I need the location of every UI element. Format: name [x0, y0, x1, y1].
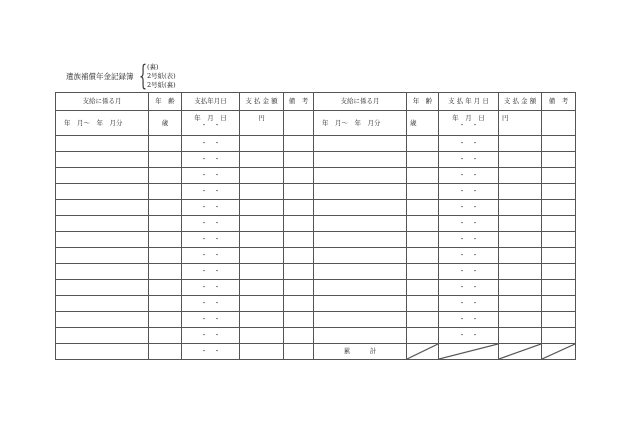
month-cell-right	[314, 280, 407, 296]
age-cell-right	[407, 136, 439, 152]
age-unit-label: 歳	[149, 111, 182, 136]
pay-date-cell-right: ・ ・	[439, 312, 499, 328]
age-cell	[149, 248, 182, 264]
remarks-cell-right	[542, 136, 576, 152]
amount-cell	[240, 296, 284, 312]
age-unit-label-right: 歳	[407, 111, 439, 136]
amount-cell-right	[499, 248, 542, 264]
month-cell	[56, 168, 149, 184]
month-cell	[56, 296, 149, 312]
header-amount: 支 払 金 額	[240, 93, 284, 111]
month-cell	[56, 200, 149, 216]
month-cell-right	[314, 264, 407, 280]
diagonal-strike-icon	[499, 344, 541, 359]
remarks-cell-right	[542, 200, 576, 216]
remarks-cell	[284, 184, 314, 200]
remarks-cell	[284, 296, 314, 312]
amount-cell	[240, 248, 284, 264]
age-cell	[149, 184, 182, 200]
pay-date-cell: ・ ・	[182, 200, 240, 216]
date-unit-cell	[182, 111, 240, 136]
age-cell	[149, 264, 182, 280]
age-cell	[149, 312, 182, 328]
amount-cell-right	[499, 328, 542, 344]
amount-cell	[240, 312, 284, 328]
age-cell-right	[407, 296, 439, 312]
remarks-cell	[284, 248, 314, 264]
remarks-cell-right	[542, 232, 576, 248]
remarks-cell-right	[542, 296, 576, 312]
remarks-cell-right	[542, 344, 576, 360]
amount-cell-right	[499, 264, 542, 280]
unit-row	[56, 111, 576, 136]
header-age: 年 齢	[149, 93, 182, 111]
diagonal-strike-icon	[439, 344, 498, 359]
pay-date-cell-right: ・ ・	[439, 296, 499, 312]
form-variant: (裏)	[147, 63, 159, 71]
age-cell-right	[407, 168, 439, 184]
month-cell-right	[314, 216, 407, 232]
month-cell-right	[314, 168, 407, 184]
table-row	[56, 248, 576, 264]
remarks-cell	[284, 328, 314, 344]
table-row	[56, 184, 576, 200]
remarks-cell-right	[542, 184, 576, 200]
pay-date-cell: ・ ・	[182, 136, 240, 152]
age-cell	[149, 232, 182, 248]
pay-date-cell: ・ ・	[182, 232, 240, 248]
header-remarks: 備 考	[284, 93, 314, 111]
amount-cell-right	[499, 168, 542, 184]
age-cell	[149, 168, 182, 184]
amount-cell-right	[499, 152, 542, 168]
table-row	[56, 136, 576, 152]
header-amount-right: 支 払 金 額	[499, 93, 542, 111]
amount-cell-right	[499, 344, 542, 360]
table-row	[56, 280, 576, 296]
age-cell	[149, 136, 182, 152]
pay-date-cell-right: ・ ・	[439, 168, 499, 184]
amount-cell-right	[499, 280, 542, 296]
date-unit-dots: ・ ・	[200, 120, 221, 129]
age-cell-right	[407, 312, 439, 328]
amount-cell	[240, 168, 284, 184]
form-variant-list	[147, 63, 176, 91]
pay-date-cell: ・ ・	[182, 312, 240, 328]
month-cell	[56, 184, 149, 200]
pay-date-cell: ・ ・	[182, 296, 240, 312]
month-cell-right	[314, 152, 407, 168]
amount-cell	[240, 280, 284, 296]
form-variant: 2号紙(裏)	[147, 81, 176, 90]
amount-unit-label-right: 円	[499, 111, 542, 136]
amount-cell-right	[499, 312, 542, 328]
age-cell-right	[407, 264, 439, 280]
age-cell-right	[407, 280, 439, 296]
remarks-cell-right	[542, 168, 576, 184]
age-cell-right	[407, 152, 439, 168]
table-row	[56, 168, 576, 184]
form-title: 遺族補償年金記録簿	[66, 72, 134, 81]
remarks-cell	[284, 232, 314, 248]
age-cell	[149, 280, 182, 296]
month-cell	[56, 216, 149, 232]
remarks-cell-right	[542, 216, 576, 232]
month-cell-right	[314, 248, 407, 264]
amount-cell-right	[499, 200, 542, 216]
pay-date-cell-right: ・ ・	[439, 216, 499, 232]
amount-cell	[240, 152, 284, 168]
remarks-cell-right	[542, 152, 576, 168]
pay-date-cell-right: ・ ・	[439, 264, 499, 280]
amount-cell-right	[499, 216, 542, 232]
pay-date-cell: ・ ・	[182, 248, 240, 264]
month-cell-right	[314, 200, 407, 216]
remarks-cell-right	[542, 312, 576, 328]
header-row	[56, 93, 576, 111]
remarks-cell	[284, 312, 314, 328]
age-cell	[149, 152, 182, 168]
table-row	[56, 152, 576, 168]
month-cell	[56, 328, 149, 344]
pay-date-cell-right: ・ ・	[439, 184, 499, 200]
remarks-cell	[284, 344, 314, 360]
remarks-unit-cell	[284, 111, 314, 136]
table-row	[56, 200, 576, 216]
amount-cell	[240, 184, 284, 200]
age-cell	[149, 328, 182, 344]
pay-date-cell: ・ ・	[182, 168, 240, 184]
age-cell-right	[407, 232, 439, 248]
table-row	[56, 216, 576, 232]
remarks-cell	[284, 264, 314, 280]
pay-date-cell-right: ・ ・	[439, 136, 499, 152]
month-cell	[56, 248, 149, 264]
amount-cell	[240, 232, 284, 248]
month-cell-right	[314, 184, 407, 200]
age-cell-right	[407, 344, 439, 360]
pay-date-cell: ・ ・	[182, 152, 240, 168]
amount-cell-right	[499, 136, 542, 152]
month-cell-right	[314, 232, 407, 248]
date-unit-label: 年 月 日	[194, 114, 227, 122]
month-cell	[56, 136, 149, 152]
amount-cell	[240, 328, 284, 344]
amount-cell-right	[499, 184, 542, 200]
remarks-cell-right	[542, 248, 576, 264]
month-range-label: 年 月～ 年 月分	[56, 111, 149, 136]
month-cell	[56, 344, 149, 360]
pay-date-cell: ・ ・	[182, 184, 240, 200]
age-cell-right	[407, 200, 439, 216]
month-range-label-right: 年 月～ 年 月分	[314, 111, 407, 136]
pay-date-cell-right: ・ ・	[439, 200, 499, 216]
amount-cell	[240, 264, 284, 280]
age-cell-right	[407, 248, 439, 264]
remarks-cell	[284, 168, 314, 184]
pay-date-cell: ・ ・	[182, 264, 240, 280]
remarks-cell-right	[542, 280, 576, 296]
header-pay-date-right: 支 払 年 月 日	[439, 93, 499, 111]
pay-date-cell-right	[439, 344, 499, 360]
month-cell	[56, 152, 149, 168]
age-cell	[149, 200, 182, 216]
date-unit-cell-right	[439, 111, 499, 136]
diagonal-strike-icon	[407, 344, 438, 359]
amount-cell	[240, 136, 284, 152]
month-cell	[56, 280, 149, 296]
remarks-cell-right	[542, 328, 576, 344]
amount-cell	[240, 216, 284, 232]
pay-date-cell: ・ ・	[182, 280, 240, 296]
pay-date-cell: ・ ・	[182, 344, 240, 360]
remarks-cell	[284, 152, 314, 168]
pay-date-cell: ・ ・	[182, 328, 240, 344]
month-cell	[56, 264, 149, 280]
header-pay-date: 支払年月日	[182, 93, 240, 111]
remarks-cell	[284, 280, 314, 296]
date-unit-dots-right: ・ ・	[458, 120, 479, 129]
month-cell-right	[314, 136, 407, 152]
table-row	[56, 264, 576, 280]
total-row	[56, 344, 576, 360]
remarks-cell	[284, 216, 314, 232]
age-cell	[149, 344, 182, 360]
amount-cell-right	[499, 232, 542, 248]
month-cell	[56, 232, 149, 248]
table-row	[56, 328, 576, 344]
header-remarks-right: 備 考	[542, 93, 576, 111]
month-cell-right	[314, 312, 407, 328]
remarks-cell-right	[542, 264, 576, 280]
age-cell-right	[407, 328, 439, 344]
pay-date-cell-right: ・ ・	[439, 280, 499, 296]
header-age-right: 年 齢	[407, 93, 439, 111]
month-cell-right	[314, 328, 407, 344]
month-cell	[56, 312, 149, 328]
date-unit-label-right: 年 月 日	[452, 114, 485, 122]
age-cell	[149, 296, 182, 312]
age-cell-right	[407, 216, 439, 232]
variant-brace-icon: {	[139, 59, 148, 92]
age-cell-right	[407, 184, 439, 200]
amount-cell-right	[499, 296, 542, 312]
table-row	[56, 296, 576, 312]
pay-date-cell-right: ・ ・	[439, 328, 499, 344]
remarks-cell	[284, 200, 314, 216]
table-row	[56, 232, 576, 248]
header-month: 支給に係る月	[56, 93, 149, 111]
amount-cell	[240, 344, 284, 360]
pay-date-cell-right: ・ ・	[439, 248, 499, 264]
table-row	[56, 312, 576, 328]
age-cell	[149, 216, 182, 232]
amount-unit-label: 円	[240, 111, 284, 136]
diagonal-strike-icon	[542, 344, 575, 359]
amount-cell	[240, 200, 284, 216]
ledger-table	[55, 92, 576, 360]
pay-date-cell-right: ・ ・	[439, 152, 499, 168]
form-variant: 2号紙(表)	[147, 72, 176, 81]
pay-date-cell-right: ・ ・	[439, 232, 499, 248]
pay-date-cell: ・ ・	[182, 216, 240, 232]
remarks-cell	[284, 136, 314, 152]
remarks-unit-cell-right	[542, 111, 576, 136]
header-month-right: 支給に係る月	[314, 93, 407, 111]
month-cell-right	[314, 296, 407, 312]
total-label: 累 計	[314, 344, 407, 360]
